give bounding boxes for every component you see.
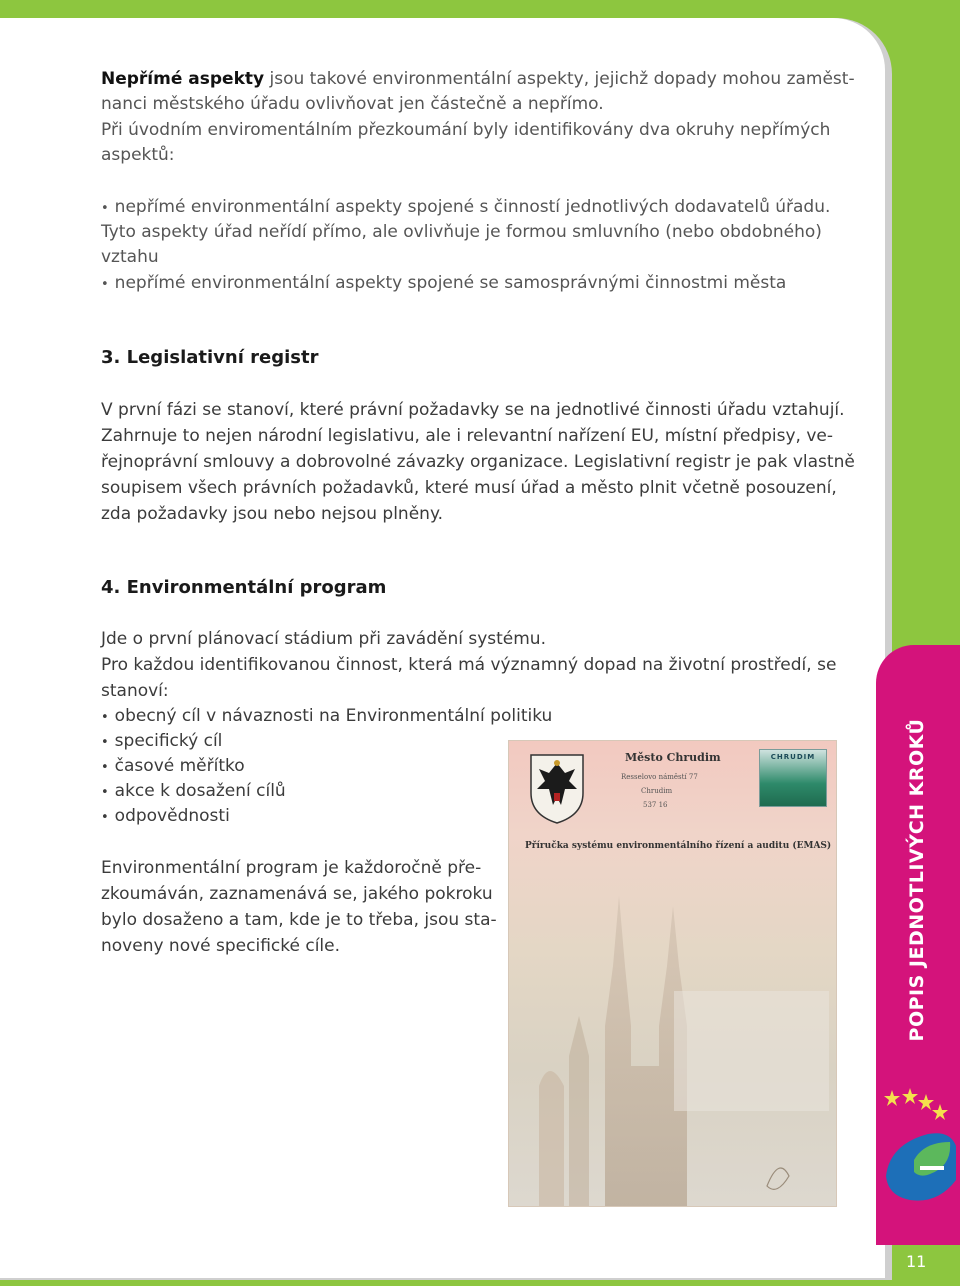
section-3-heading: 3. Legislativní registr [101, 347, 319, 368]
section-4-bullet-3: • časové měřítko [101, 754, 245, 780]
bullet-a-item-1: • nepřímé environmentální aspekty spojené s činností jednotlivých dodavatelů úřadu. [101, 195, 830, 221]
photo-city-title: Město Chrudim [625, 751, 721, 764]
handbook-cover-photo [509, 741, 836, 1206]
section-4-heading: 4. Environmentální program [101, 577, 387, 598]
intro-bold-lead: Nepřímé aspekty [101, 69, 265, 89]
section-4-bullet-1: • obecný cíl v návaznosti na Environmentální politiku [101, 704, 552, 730]
photo-zip: 537 16 [643, 801, 668, 809]
intro-line-1 [101, 67, 855, 92]
section-4-bullet-2: • specifický cíl [101, 729, 222, 755]
photo-handbook-title: Příručka systému environmentálního řízení a auditu (EMAS) [525, 841, 832, 851]
section-4-bullet-4: • akce k dosažení cílů [101, 779, 286, 805]
section-4-closing-1: Environmentální program je každoročně pře- [101, 858, 482, 878]
page-number: 11 [906, 1252, 927, 1271]
intro-line1-rest: jsou takové environmentální aspekty, jejichž dopady mohou zaměst- [264, 69, 855, 89]
emas-leaf-logo-icon [880, 1120, 960, 1210]
section-4-line-1: Jde o první plánovací stádium při zavádění systému. [101, 629, 546, 649]
intro-line-2: nanci městského úřadu ovlivňovat jen částečně a nepřímo. [101, 94, 604, 114]
section-4-closing-2: zkoumáván, zaznamenává se, jakého pokroku [101, 884, 493, 904]
section-3-line-2: Zahrnuje to nejen národní legislativu, ale i relevantní nařízení EU, místní předpisy, ve- [101, 426, 833, 446]
city-coat-of-arms-icon [527, 749, 587, 825]
bullet-a-item-2: • nepřímé environmentální aspekty spojené se samosprávnými činnostmi města [101, 271, 786, 297]
section-4-line-3: stanoví: [101, 681, 169, 701]
photo-logo-text: CHRUDIM [770, 753, 816, 761]
section-4-closing-3: bylo dosaženo a tam, kde je to třeba, jsou sta- [101, 910, 497, 930]
section-4-bullet-5: • odpovědnosti [101, 804, 230, 830]
photo-city: Chrudim [641, 787, 673, 795]
photo-logo [759, 749, 827, 807]
section-tab-label: POPIS JEDNOTLIVÝCH KROKŮ [906, 718, 928, 1042]
bullet-a-item-1-cont-1: Tyto aspekty úřad neřídí přímo, ale ovlivňuje je formou smluvního (nebo obdobného) [101, 222, 822, 242]
intro-line-4: aspektů: [101, 145, 175, 165]
section-3-line-1: V první fázi se stanoví, které právní požadavky se na jednotlivé činnosti úřadu vztahují. [101, 400, 845, 420]
intro-line-3: Při úvodním enviromentálním přezkoumání byly identifikovány dva okruhy nepřímých [101, 120, 831, 140]
bullet-a-item-1-cont-2: vztahu [101, 247, 159, 267]
section-3-line-5: zda požadavky jsou nebo nejsou plněny. [101, 504, 443, 524]
photo-address: Resselovo náměstí 77 [621, 773, 698, 781]
section-4-closing-4: noveny nové specifické cíle. [101, 936, 341, 956]
section-4-line-2: Pro každou identifikovanou činnost, která má významný dopad na životní prostředí, se [101, 655, 837, 675]
cathedral-silhouette [509, 856, 836, 1206]
section-3-line-4: soupisem všech právních požadavků, které musí úřad a město plnit včetně posouzení, [101, 478, 837, 498]
section-3-line-3: řejnoprávní smlouvy a dobrovolné závazky organizace. Legislativní registr je pak vlastně [101, 452, 855, 472]
